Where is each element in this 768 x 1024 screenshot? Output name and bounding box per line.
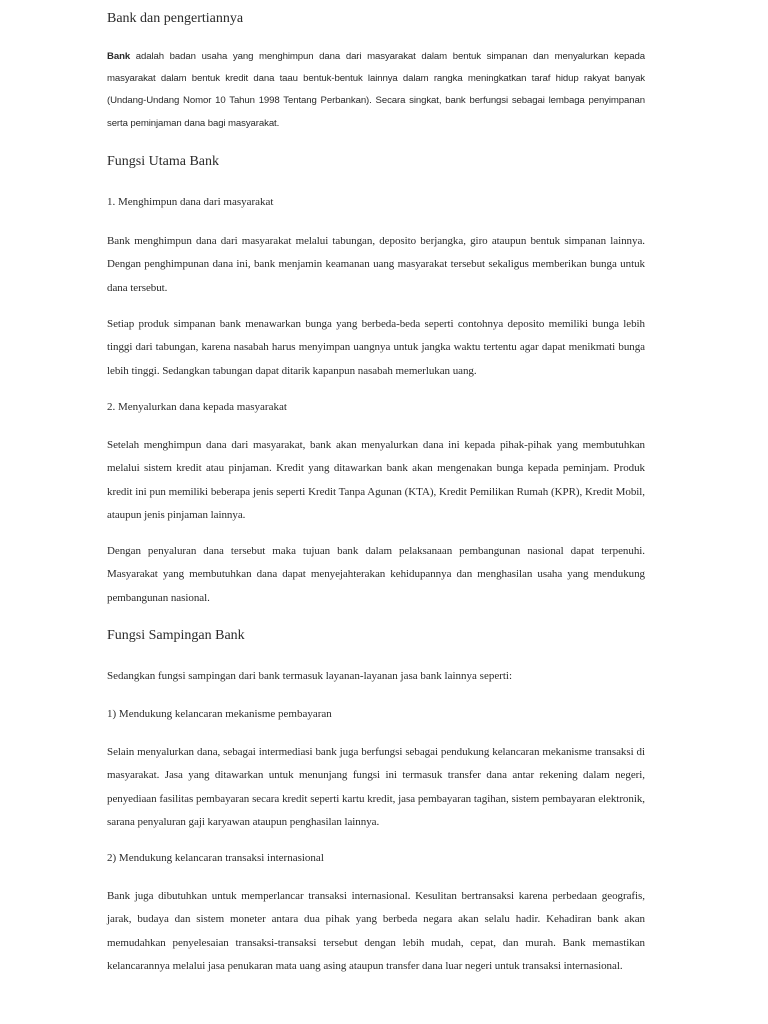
- item-title-mekanisme-pembayaran: 1) Mendukung kelancaran mekanisme pembayaran: [107, 708, 332, 720]
- paragraph-menghimpun-2: Setiap produk simpanan bank menawarkan bunga yang berbeda-beda seperti contohnya deposito memiliki bunga lebih tinggi dari tabungan, karena nasabah harus menyimpan uangnya untuk jangka waktu tertentu agar dapat menikmati bunga lebih tinggi. Sedangkan tabungan dapat ditarik kapanpun nasabah memerlukan uang.: [107, 318, 645, 377]
- section-heading-fungsi-sampingan: Fungsi Sampingan Bank: [107, 628, 245, 643]
- paragraph-menghimpun-1: Bank menghimpun dana dari masyarakat melalui tabungan, deposito berjangka, giro ataupun bentuk simpanan lainnya. Dengan penghimpunan dana ini, bank menjamin keamanan uang masyarakat tersebut sekaligus memberikan bunga untuk dana tersebut.: [107, 235, 645, 294]
- item-title-menghimpun: 1. Menghimpun dana dari masyarakat: [107, 196, 274, 208]
- document-title: Bank dan pengertiannya: [107, 11, 244, 26]
- item-title-menyalurkan: 2. Menyalurkan dana kepada masyarakat: [107, 401, 287, 413]
- intro-paragraph: [107, 46, 645, 135]
- item-title-transaksi-internasional: 2) Mendukung kelancaran transaksi internasional: [107, 852, 324, 864]
- section-heading-fungsi-utama: Fungsi Utama Bank: [107, 154, 219, 169]
- intro-bold-term: Bank: [107, 51, 131, 62]
- paragraph-transaksi-internasional: Bank juga dibutuhkan untuk memperlancar transaksi internasional. Kesulitan bertransaksi karena perbedaan geografis, jarak, budaya dan sistem moneter antara dua pihak yang berbeda negara akan selalu hadir. Kehadiran bank akan memudahkan penyelesaian transaksi-transaksi tersebut dengan lebih mudah, cepat, dan murah. Bank memastikan kelancarannya melalui jasa penukaran mata uang asing ataupun transfer dana luar negeri untuk transaksi internasional.: [107, 890, 645, 972]
- intro-text: adalah badan usaha yang menghimpun dana dari masyarakat dalam bentuk simpanan dan menyalurkan kepada masyarakat dalam bentuk kredit dana taau bentuk-bentuk lainnya dalam rangka meningkatkan taraf hidup rakyat banyak (Undang-Undang Nomor 10 Tahun 1998 Tentang Perbankan). Secara singkat, bank berfungsi sebagai lembaga penyimpanan serta peminjaman dana bagi masyarakat.: [107, 51, 645, 129]
- section2-intro: Sedangkan fungsi sampingan dari bank termasuk layanan-layanan jasa bank lainnya seperti:: [107, 670, 513, 682]
- paragraph-mekanisme-pembayaran: Selain menyalurkan dana, sebagai intermediasi bank juga berfungsi sebagai pendukung kelancaran mekanisme transaksi di masyarakat. Jasa yang ditawarkan untuk menunjang fungsi ini termasuk transfer dana antar rekening dalam negeri, penyediaan fasilitas pembayaran secara kredit seperti kartu kredit, jasa pembayaran tagihan, sistem pembayaran elektronik, sarana penyaluran gaji karyawan ataupun penghasilan lainnya.: [107, 746, 645, 828]
- paragraph-menyalurkan-1: Setelah menghimpun dana dari masyarakat, bank akan menyalurkan dana ini kepada pihak-pihak yang membutuhkan melalui sistem kredit atau pinjaman. Kredit yang ditawarkan bank akan mengenakan bunga kepada peminjam. Produk kredit ini pun memiliki beberapa jenis seperti Kredit Tanpa Agunan (KTA), Kredit Pemilikan Rumah (KPR), Kredit Mobil, ataupun jenis pinjaman lainnya.: [107, 439, 645, 521]
- paragraph-menyalurkan-2: Dengan penyaluran dana tersebut maka tujuan bank dalam pelaksanaan pembangunan nasional dapat terpenuhi. Masyarakat yang membutuhkan dana dapat menyejahterakan kehidupannya dan menghasilan usaha yang mendukung pembangunan nasional.: [107, 545, 645, 604]
